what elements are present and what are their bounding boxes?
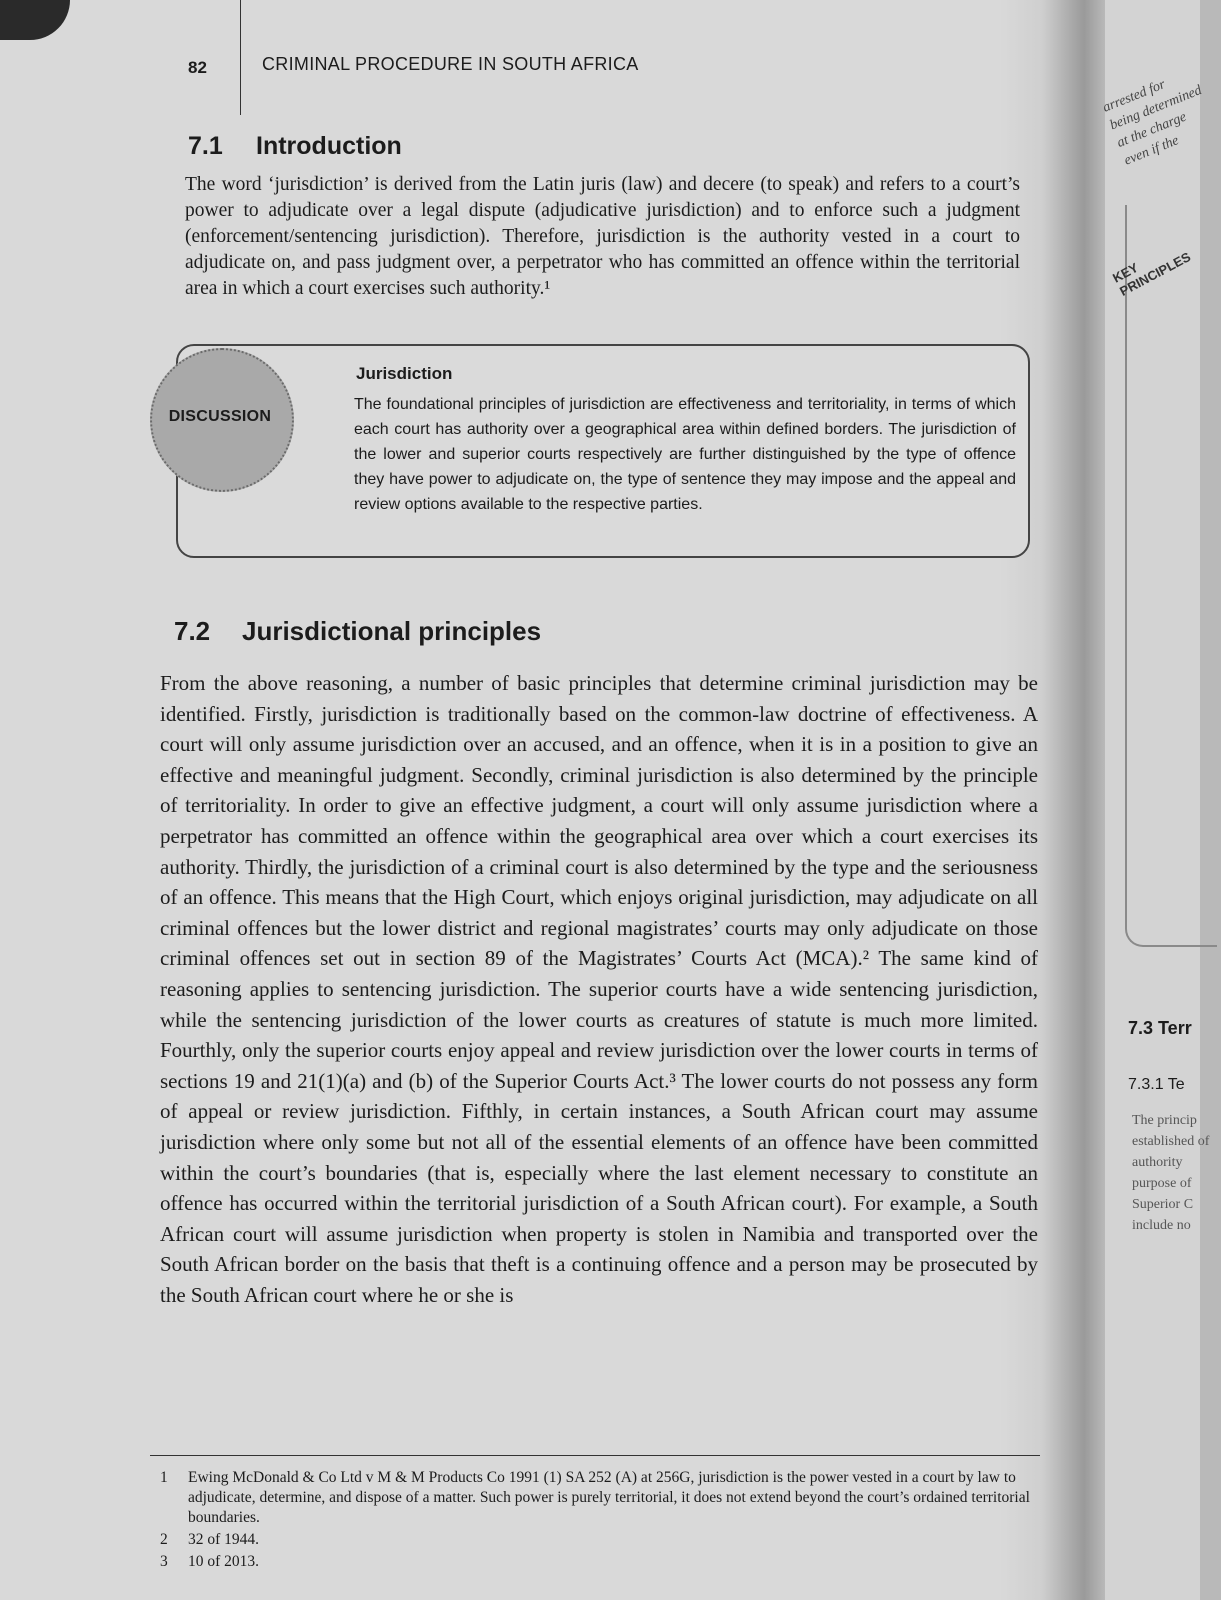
facing-page-key-label: KEY PRINCIPLES — [1110, 249, 1194, 299]
facing-page-box — [1125, 205, 1217, 947]
facing-page-top-text: arrested for being determined at the charge even if the — [1100, 77, 1204, 169]
section-heading-introduction — [188, 132, 402, 161]
footnote-divider — [150, 1455, 1040, 1456]
section-heading-principles — [174, 616, 541, 647]
section-number: 7.2 — [174, 616, 211, 646]
facing-page-text: The princip established of authority purpose of Superior C include no — [1132, 1113, 1210, 1233]
page-number: 82 — [188, 58, 207, 77]
discussion-text: The foundational principles of jurisdiction are effectiveness and territoriality, in terms of which each court has authority over a geographical area within defined borders. The jurisdiction of the lower and superior courts respectively are further distinguished by the type of offence they have power to adjudicate on, the type of sentence they may impose and the appeal and review options available to the respective parties. — [354, 396, 1016, 513]
principles-paragraph: From the above reasoning, a number of basic principles that determine criminal jurisdiction may be identified. Firstly, jurisdiction is traditionally based on the common-law doctrine of effectiveness. A court will only assume jurisdiction over an accused, and an offence, when it is in a position to give an effective and meaningful judgment. Secondly, criminal jurisdiction is also determined by the principle of territoriality. In order to give an effective judgment, a court will only assume jurisdiction where a perpetrator has committed an offence within the geographical area over which a court exercises its authority. Thirdly, the jurisdiction of a criminal court is also determined by the type and the seriousness of an offence. This means that the High Court, which enjoys original jurisdiction, may adjudicate on all criminal offences but the lower district and regional magistrates’ courts may only adjudicate on those criminal offences set out in section 89 of the Magistrates’ Courts Act (MCA).² The same kind of reasoning applies to sentencing jurisdiction. The superior courts have a wide sentencing jurisdiction, while the sentencing jurisdiction of the lower courts as creatures of statute is much more limited. Fourthly, only the superior courts enjoy appeal and review jurisdiction over the lower courts in terms of sections 19 and 21(1)(a) and (b) of the Superior Courts Act.³ The lower courts do not possess any form of appeal or review jurisdiction. Fifthly, in certain instances, a South African court may assume jurisdiction where only some but not all of the essential elements of an offence have been committed within the court’s boundaries (that is, especially where the last element necessary to constitute an offence has occurred within the territorial jurisdiction of a South African court). For example, a South African court will assume jurisdiction when property is stolen in Namibia and transported over the South African border on the basis that theft is a continuing offence and a person may be prosecuted by the South African court where he or she is — [160, 671, 1038, 1307]
footnotes — [160, 1468, 1040, 1574]
discussion-title: Jurisdiction — [356, 364, 453, 383]
introduction-paragraph: The word ‘jurisdiction’ is derived from the Latin juris (law) and decere (to speak) and refers to a court’s power to adjudicate over a legal dispute (adjudicative jurisdiction) and to enforce such a judgment (enforcement/sentencing jurisdiction). Therefore, jurisdiction is the authority vested in a court to adjudicate on, and pass judgment over, a perpetrator who has committed an offence within the territorial area in which a court exercises such authority.¹ — [185, 174, 1020, 299]
facing-page-heading: 7.3 Terr — [1128, 1018, 1192, 1038]
header-divider — [240, 0, 241, 115]
discussion-label: DISCUSSION — [168, 408, 272, 425]
section-title: Jurisdictional principles — [242, 616, 542, 646]
footnote-3: 3 10 of 2013. — [160, 1553, 260, 1570]
footnote-1: 1 Ewing McDonald & Co Ltd v M & M Products Co 1991 (1) SA 252 (A) at 256G, jurisdiction is the power vested in a court by law to adjudicate, determine, and dispose of a matter. Such power is purely territorial, it does not extend beyond the court’s ordained territorial boundaries. — [160, 1469, 1030, 1526]
section-number: 7.1 — [188, 132, 223, 160]
footnote-2: 2 32 of 1944. — [160, 1531, 260, 1548]
facing-page-subheading: 7.3.1 Te — [1128, 1076, 1185, 1093]
running-head: CRIMINAL PROCEDURE IN SOUTH AFRICA — [262, 54, 639, 74]
section-title: Introduction — [256, 132, 402, 160]
